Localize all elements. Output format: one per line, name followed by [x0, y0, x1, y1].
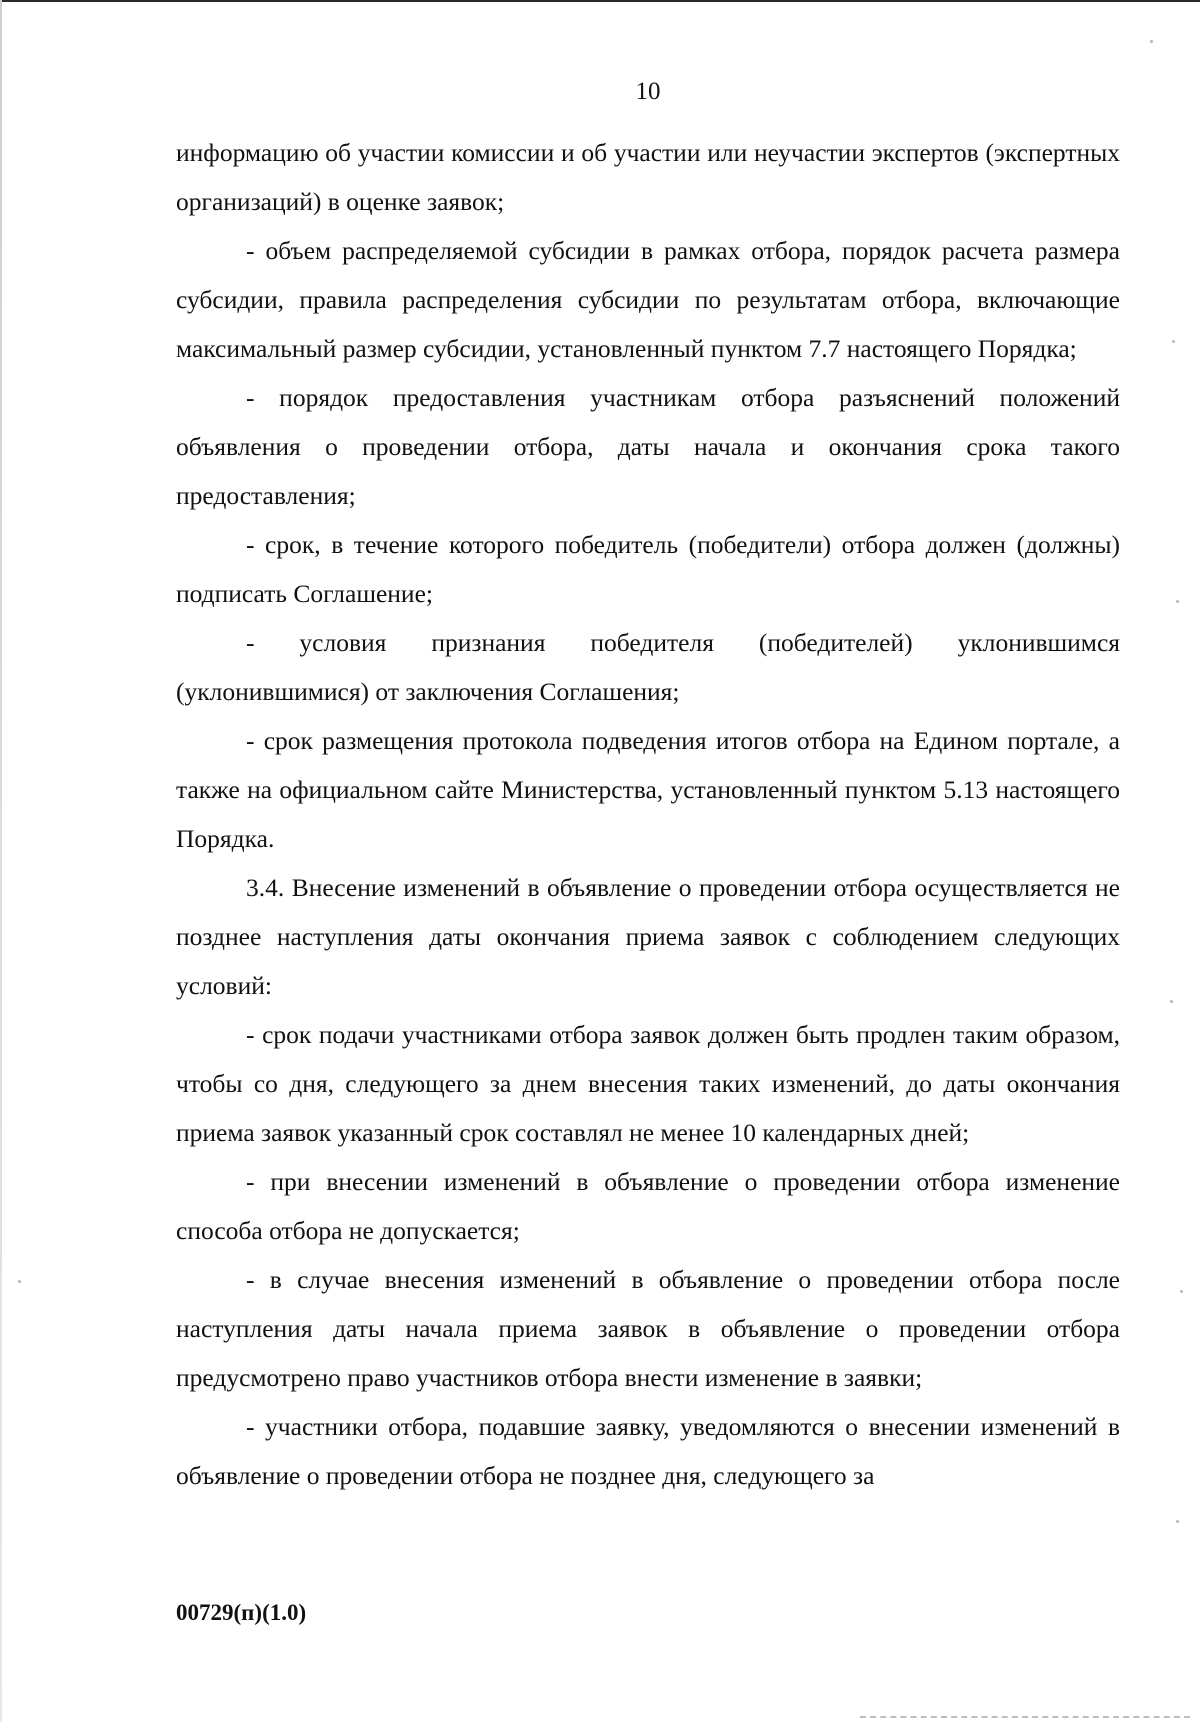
scan-top-border	[0, 0, 1200, 2]
scan-speck	[18, 1280, 21, 1283]
scan-speck	[1180, 1290, 1183, 1293]
scan-bottom-mark	[860, 1716, 1190, 1718]
paragraph-method-unchanged: - при внесении изменений в объявление о проведении отбора изменение способа отбора не допускается;	[176, 1167, 1120, 1245]
document-code: 00729(п)(1.0)	[176, 1600, 307, 1625]
page-number: 10	[635, 78, 661, 105]
paragraph-subsidy-volume: - объем распределяемой субсидии в рамках отбора, порядок расчета размера субсидии, правила распределения субсидии по результатам отбора, включающие максимальный размер субсидии, установленный пунктом 7.7 настоящего Порядка;	[176, 236, 1120, 363]
scan-speck	[1176, 1520, 1179, 1523]
paragraph-section-3-4: 3.4. Внесение изменений в объявление о проведении отбора осуществляется не позднее наступления даты окончания приема заявок с соблюдением следующих условий:	[176, 873, 1120, 1000]
scan-left-edge	[0, 0, 2, 1722]
scan-speck	[1176, 600, 1179, 603]
scan-speck	[1170, 1000, 1173, 1003]
scan-speck	[1150, 40, 1153, 43]
scan-speck	[1172, 340, 1175, 343]
paragraph-continuation: информацию об участии комиссии и об участии или неучастии экспертов (экспертных организаций) в оценке заявок;	[176, 138, 1120, 216]
paragraph-evasion-conditions: - условия признания победителя (победителей) уклонившимся (уклонившимися) от заключения Соглашения;	[176, 628, 1120, 706]
paragraph-participant-notification: - участники отбора, подавшие заявку, уведомляются о внесении изменений в объявление о проведении отбора не позднее дня, следующего за	[176, 1412, 1120, 1490]
document-body	[176, 128, 1120, 1500]
paragraph-protocol-publication: - срок размещения протокола подведения итогов отбора на Едином портале, а также на официальном сайте Министерства, установленный пунктом 5.13 настоящего Порядка.	[176, 726, 1120, 853]
paragraph-application-changes: - в случае внесения изменений в объявление о проведении отбора после наступления даты начала приема заявок в объявление о проведении отбора предусмотрено право участников отбора внести изменение в заявки;	[176, 1265, 1120, 1392]
paragraph-signing-deadline: - срок, в течение которого победитель (победители) отбора должен (должны) подписать Соглашение;	[176, 530, 1120, 608]
paragraph-clarification-procedure: - порядок предоставления участникам отбора разъяснений положений объявления о проведении отбора, даты начала и окончания срока такого предоставления;	[176, 383, 1120, 510]
paragraph-deadline-extension: - срок подачи участниками отбора заявок должен быть продлен таким образом, чтобы со дня, следующего за днем внесения таких изменений, до даты окончания приема заявок указанный срок составлял не менее 10 календарных дней;	[176, 1020, 1120, 1147]
